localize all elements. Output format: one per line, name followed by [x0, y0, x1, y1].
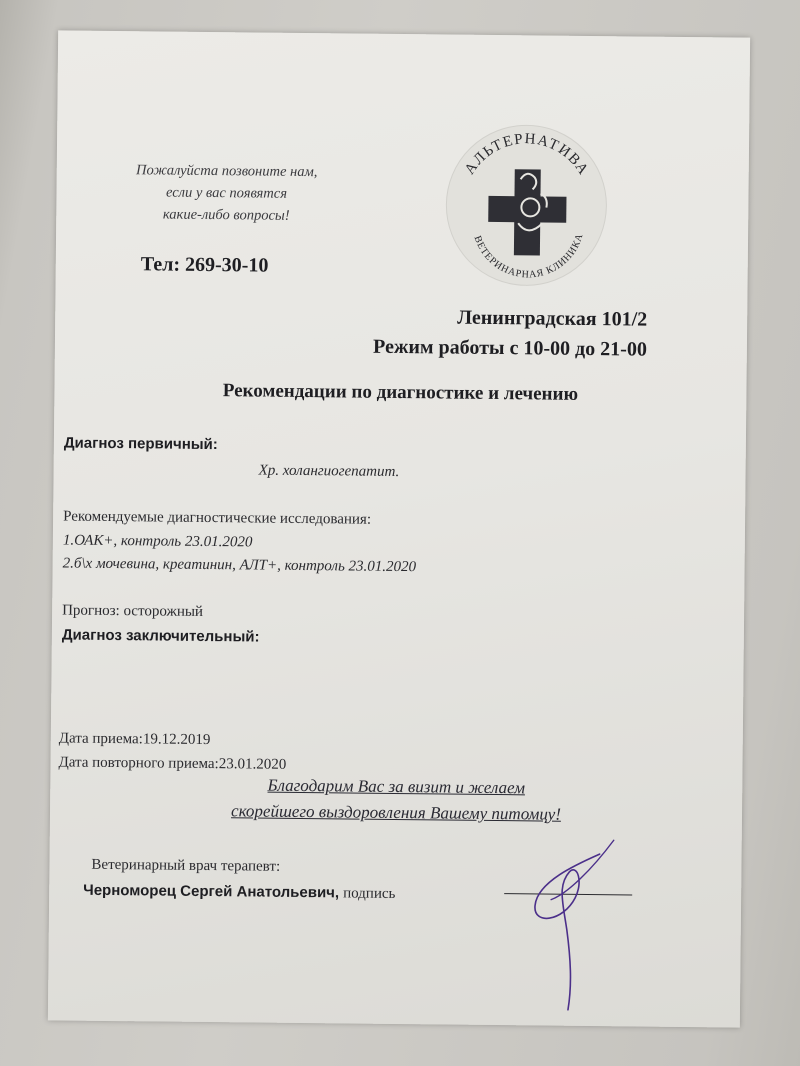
revisit-date: Дата повторного приема:23.01.2020 — [58, 754, 287, 773]
final-diagnosis-label: Диагноз заключительный: — [61, 626, 260, 646]
contact-note-line-3: какие-либо вопросы! — [162, 206, 290, 224]
thanks-line-1: Благодарим Вас за визит и желаем — [267, 775, 526, 798]
clinic-address: Ленинградская 101/2 — [457, 306, 648, 331]
doctor-name: Черноморец Сергей Анатольевич, — [83, 881, 340, 902]
study-item: 1.ОАК+, контроль 23.01.2020 — [62, 532, 253, 551]
thanks-line-2: скорейшего выздоровления Вашему питомцу! — [231, 801, 562, 824]
handwritten-signature — [516, 833, 618, 1014]
doctor-title: Ветеринарный врач терапевт: — [91, 856, 281, 875]
clinic-address-block — [373, 302, 647, 365]
doctor-signature-line — [83, 882, 395, 903]
contact-note-line-2: если у вас появятся — [165, 184, 288, 202]
logo-top-text: АЛЬТЕРНАТИВА — [461, 131, 592, 179]
document-sheet — [48, 30, 750, 1027]
contact-note-line-1: Пожалуйста позвоните нам, — [136, 162, 318, 181]
working-hours: Режим работы с 10-00 до 21-00 — [372, 335, 648, 361]
studies-label: Рекомендуемые диагностические исследования: — [63, 508, 372, 528]
thanks-message — [50, 770, 743, 829]
primary-diagnosis-value: Хр. холангиогепатит. — [258, 462, 400, 480]
signature-label: подпись — [343, 885, 396, 902]
clinic-phone: Тел: 269-30-10 — [140, 253, 269, 277]
contact-note — [96, 159, 357, 228]
primary-diagnosis-label: Диагноз первичный: — [63, 434, 218, 454]
clinic-logo — [444, 122, 610, 288]
document-title: Рекомендации по диагностике и лечению — [222, 380, 579, 405]
prognosis: Прогноз: осторожный — [62, 602, 204, 620]
logo-bottom-text: ВЕТЕРИНАРНАЯ КЛИНИКА — [471, 231, 586, 281]
visit-date: Дата приема:19.12.2019 — [58, 730, 211, 749]
study-item: 2.б\х мочевина, креатинин, АЛТ+, контроль 23.01.2020 — [62, 555, 417, 576]
